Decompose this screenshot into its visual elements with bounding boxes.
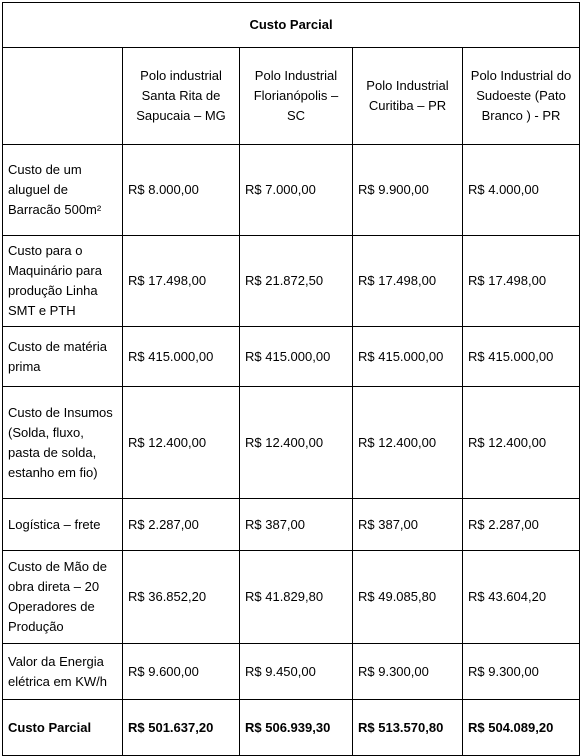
- table-row: [3, 499, 580, 551]
- title-row: [3, 3, 580, 48]
- cell-value: R$ 17.498,00: [353, 236, 463, 327]
- total-value: R$ 506.939,30: [240, 700, 353, 756]
- cell-value: R$ 21.872,50: [240, 236, 353, 327]
- total-row: [3, 700, 580, 756]
- cell-value: R$ 12.400,00: [463, 387, 580, 499]
- cell-value: R$ 7.000,00: [240, 145, 353, 236]
- cost-table: [2, 2, 580, 756]
- row-label: Logística – frete: [3, 499, 123, 551]
- table-title: Custo Parcial: [3, 3, 580, 48]
- cell-value: R$ 387,00: [240, 499, 353, 551]
- table-row: [3, 327, 580, 387]
- cell-value: R$ 387,00: [353, 499, 463, 551]
- cell-value: R$ 41.829,80: [240, 551, 353, 644]
- row-label: Custo de um aluguel de Barracão 500m²: [3, 145, 123, 236]
- column-header: Polo industrial Santa Rita de Sapucaia – MG: [123, 48, 240, 145]
- cell-value: R$ 415.000,00: [240, 327, 353, 387]
- empty-corner-cell: [3, 48, 123, 145]
- table-row: [3, 387, 580, 499]
- row-label: Custo de Insumos (Solda, fluxo, pasta de solda, estanho em fio): [3, 387, 123, 499]
- cell-value: R$ 9.900,00: [353, 145, 463, 236]
- cell-value: R$ 17.498,00: [463, 236, 580, 327]
- cell-value: R$ 12.400,00: [123, 387, 240, 499]
- column-header: Polo Industrial do Sudoeste (Pato Branco ) - PR: [463, 48, 580, 145]
- column-header: Polo Industrial Florianópolis – SC: [240, 48, 353, 145]
- column-header: Polo Industrial Curitiba – PR: [353, 48, 463, 145]
- table-row: [3, 644, 580, 700]
- cell-value: R$ 8.000,00: [123, 145, 240, 236]
- cell-value: R$ 9.300,00: [463, 644, 580, 700]
- total-value: R$ 504.089,20: [463, 700, 580, 756]
- cell-value: R$ 36.852,20: [123, 551, 240, 644]
- cell-value: R$ 415.000,00: [353, 327, 463, 387]
- cell-value: R$ 17.498,00: [123, 236, 240, 327]
- cell-value: R$ 49.085,80: [353, 551, 463, 644]
- cell-value: R$ 12.400,00: [240, 387, 353, 499]
- total-value: R$ 513.570,80: [353, 700, 463, 756]
- row-label: Custo de Mão de obra direta – 20 Operadores de Produção: [3, 551, 123, 644]
- cell-value: R$ 9.450,00: [240, 644, 353, 700]
- table-row: [3, 236, 580, 327]
- cell-value: R$ 43.604,20: [463, 551, 580, 644]
- total-label: Custo Parcial: [3, 700, 123, 756]
- table-row: [3, 551, 580, 644]
- row-label: Valor da Energia elétrica em KW/h: [3, 644, 123, 700]
- cell-value: R$ 9.600,00: [123, 644, 240, 700]
- header-row: [3, 48, 580, 145]
- cell-value: R$ 9.300,00: [353, 644, 463, 700]
- total-value: R$ 501.637,20: [123, 700, 240, 756]
- row-label: Custo de matéria prima: [3, 327, 123, 387]
- row-label: Custo para o Maquinário para produção Linha SMT e PTH: [3, 236, 123, 327]
- cell-value: R$ 2.287,00: [463, 499, 580, 551]
- cell-value: R$ 415.000,00: [463, 327, 580, 387]
- table-row: [3, 145, 580, 236]
- cell-value: R$ 2.287,00: [123, 499, 240, 551]
- cell-value: R$ 12.400,00: [353, 387, 463, 499]
- cell-value: R$ 4.000,00: [463, 145, 580, 236]
- cell-value: R$ 415.000,00: [123, 327, 240, 387]
